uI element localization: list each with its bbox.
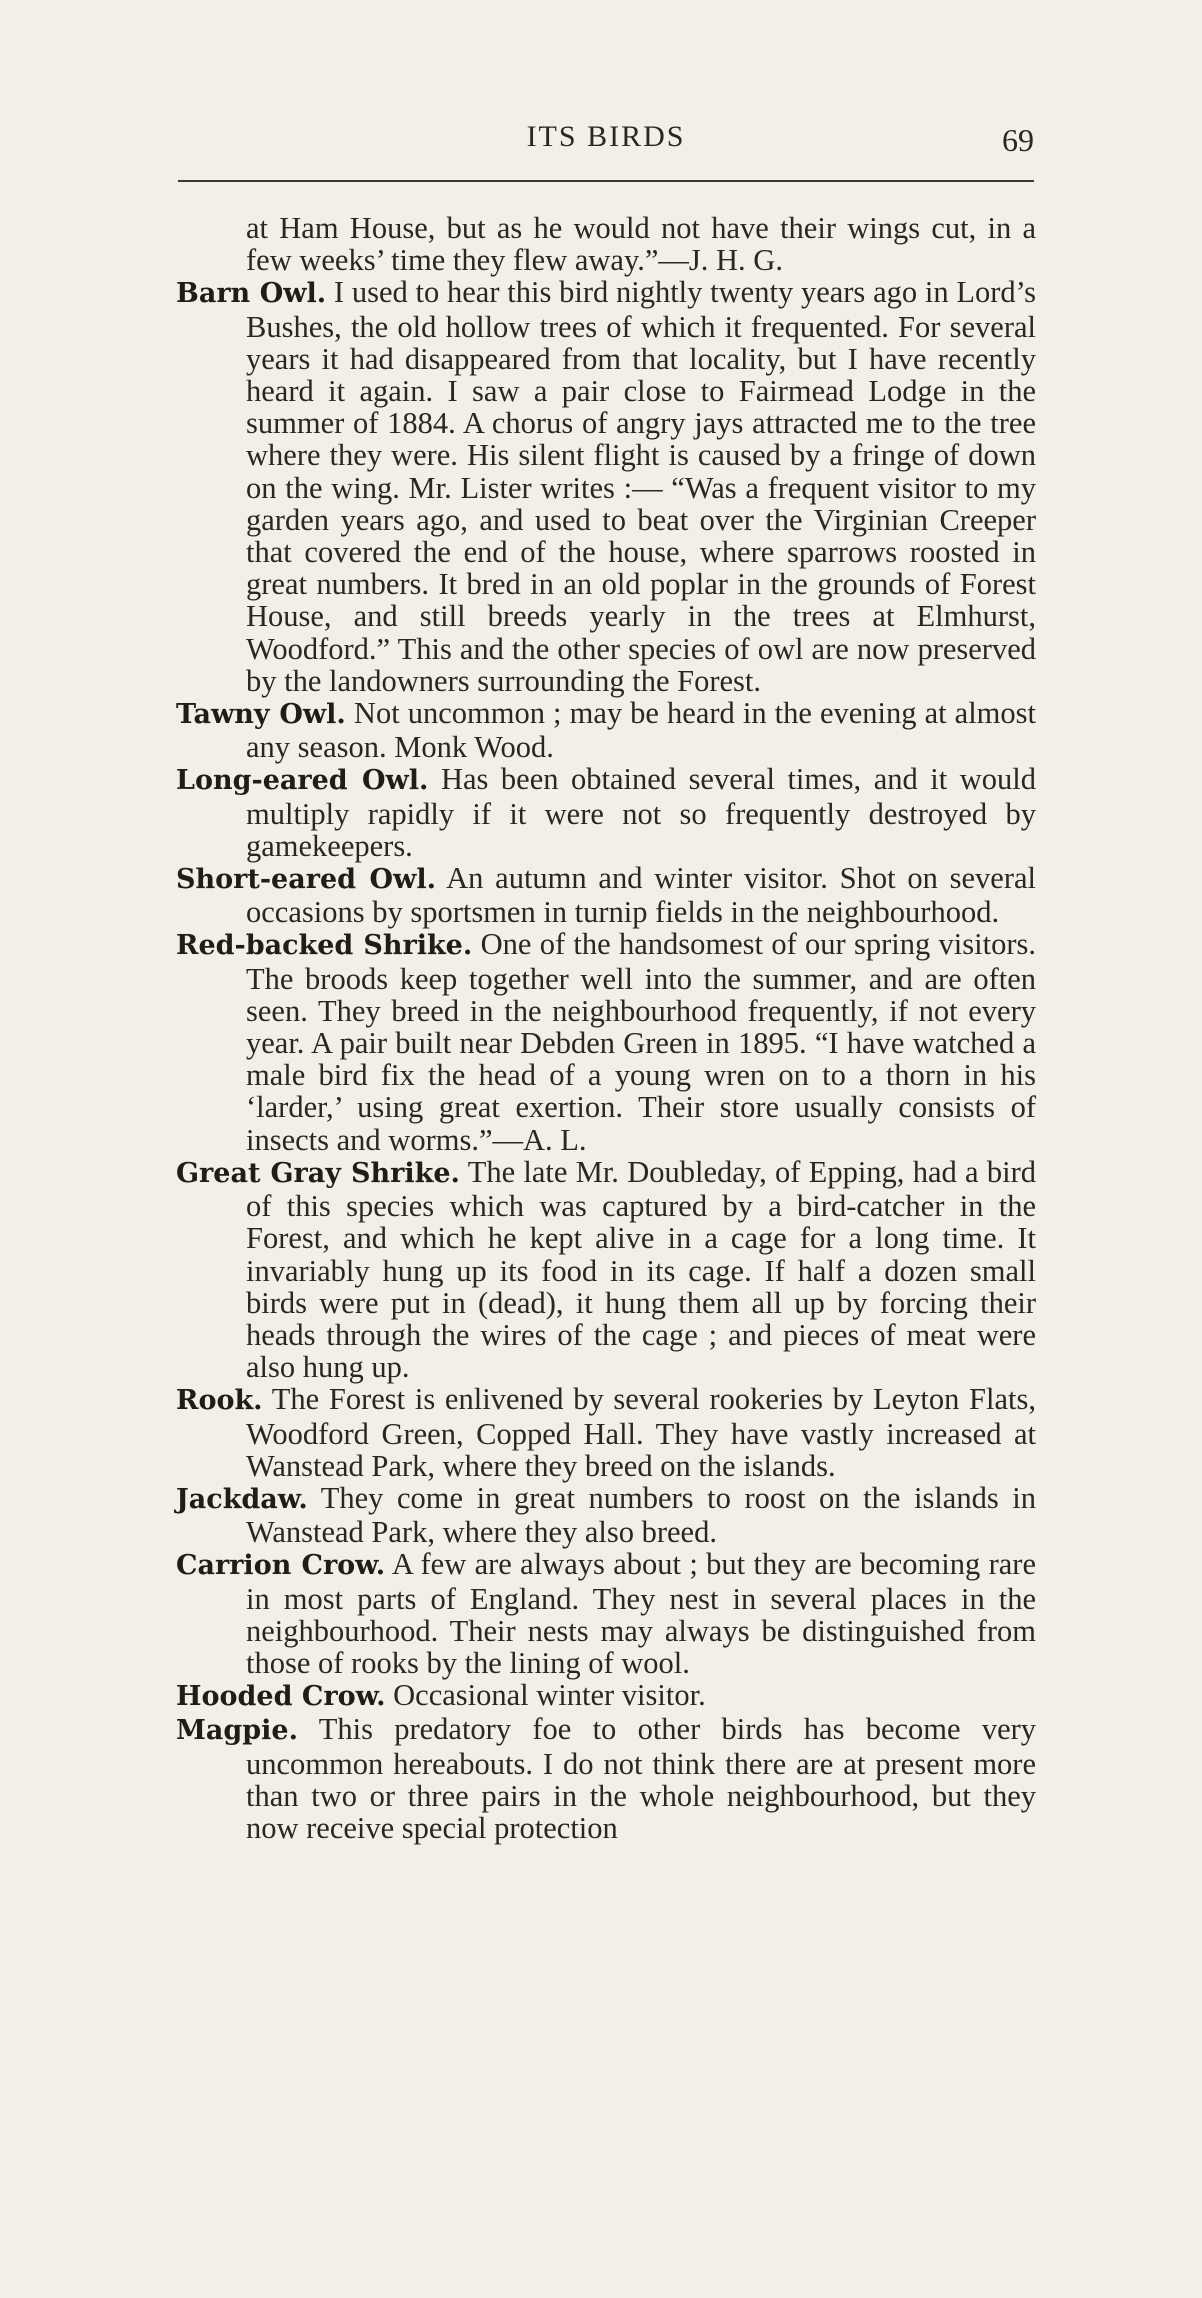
continuation-paragraph: at Ham House, but as he would not have their wings cut, in a few weeks’ time they flew away.”—J. H. G. — [246, 211, 1036, 278]
species-name: Barn Owl. — [176, 278, 327, 310]
entry-text: An autumn and winter visitor. Shot on several occasions by sportsmen in turnip fields in the neighbourhood. — [246, 861, 1036, 930]
species-name: Great Gray Shrike. — [176, 1157, 460, 1189]
entry-barn-owl — [176, 276, 1036, 697]
entry-text: Not uncommon ; may be heard in the evening at almost any season. Monk Wood. — [246, 696, 1037, 765]
entry-text: They come in great numbers to roost on the islands in Wanstead Park, where they also breed. — [246, 1480, 1036, 1550]
species-name: Hooded Crow. — [176, 1681, 386, 1713]
page-number: 69 — [1002, 122, 1034, 158]
running-title: ITS BIRDS — [526, 120, 686, 153]
entry-long-eared-owl — [176, 763, 1036, 862]
entry-text: The late Mr. Doubleday, of Epping, had a bird of this species which was captured by a bird-catcher in the Forest, and which he kept alive in a cage for a long time. It invariably hung up its food in its cage. If half a dozen small birds were put in (dead), it hung them all up by forcing their heads through the wires of the cage ; and pieces of meat were also hung up. — [246, 1154, 1036, 1385]
species-name: Long-eared Owl. — [176, 765, 429, 797]
entry-hooded-crow — [176, 1679, 1036, 1713]
entry-text: A few are always about ; but they are becoming rare in most parts of England. They nest in several places in the neighbourhood. Their nests may always be distinguished from those of rooks by the lining of wool. — [246, 1547, 1036, 1680]
entry-magpie — [176, 1713, 1036, 1844]
entry-text: This predatory foe to other birds has become very uncommon hereabouts. I do not think there are at present more than two or three pairs in the whole neighbourhood, but they now receive special protection — [246, 1712, 1037, 1845]
species-name: Red-backed Shrike. — [176, 930, 473, 962]
page-header — [178, 112, 1034, 162]
species-name: Tawny Owl. — [176, 699, 346, 731]
species-name: Magpie. — [176, 1715, 298, 1747]
entry-great-gray-shrike — [176, 1156, 1036, 1383]
entry-short-eared-owl — [176, 862, 1036, 928]
entry-text: One of the handsomest of our spring visitors. The broods keep together well into the summer, and are often seen. They breed in the neighbourhood frequently, if not every year. A pair built near Debden Green in 1895. “I have watched a male bird fix the head of a young wren on to a thorn in his ‘larder,’ using great exertion. Their store usually consists of insects and worms.”—A. L. — [246, 927, 1037, 1157]
entry-jackdaw — [176, 1482, 1036, 1548]
entry-text: Occasional winter visitor. — [393, 1678, 706, 1713]
entry-red-backed-shrike — [176, 928, 1036, 1155]
entry-tawny-owl — [176, 697, 1036, 763]
entry-text: I used to hear this bird nightly twenty years ago in Lord’s Bushes, the old hollow trees of which it frequented. For several years it had disappeared from that locality, but I have recently heard it again. I saw a pair close to Fairmead Lodge in the summer of 1884. A chorus of angry jays attracted me to the tree where they were. His silent flight is caused by a fringe of down on the wing. Mr. Lister writes :— “Was a frequent visitor to my garden years ago, and used to beat over the Virginian Creeper that covered the end of the house, where sparrows roosted in great numbers. It bred in an old poplar in the grounds of Forest House, and still breeds yearly in the trees at Elmhurst, Woodford.” This and the other species of owl are now preserved by the landowners surrounding the Forest. — [246, 275, 1036, 698]
entry-text: Has been obtained several times, and it would multiply rapidly if it were not so frequently destroyed by gamekeepers. — [246, 762, 1036, 863]
entry-rook — [176, 1383, 1036, 1482]
entry-carrion-crow — [176, 1548, 1036, 1679]
header-rule — [178, 180, 1034, 182]
entry-text: The Forest is enlivened by several rookeries by Leyton Flats, Woodford Green, Copped Hall. They have vastly increased at Wanstead Park, where they breed on the islands. — [246, 1382, 1036, 1483]
species-name: Short-eared Owl. — [176, 864, 436, 896]
species-name: Carrion Crow. — [176, 1550, 386, 1582]
page-body — [176, 212, 1036, 1844]
species-name: Rook. — [176, 1385, 263, 1417]
species-name: Jackdaw. — [176, 1483, 308, 1515]
